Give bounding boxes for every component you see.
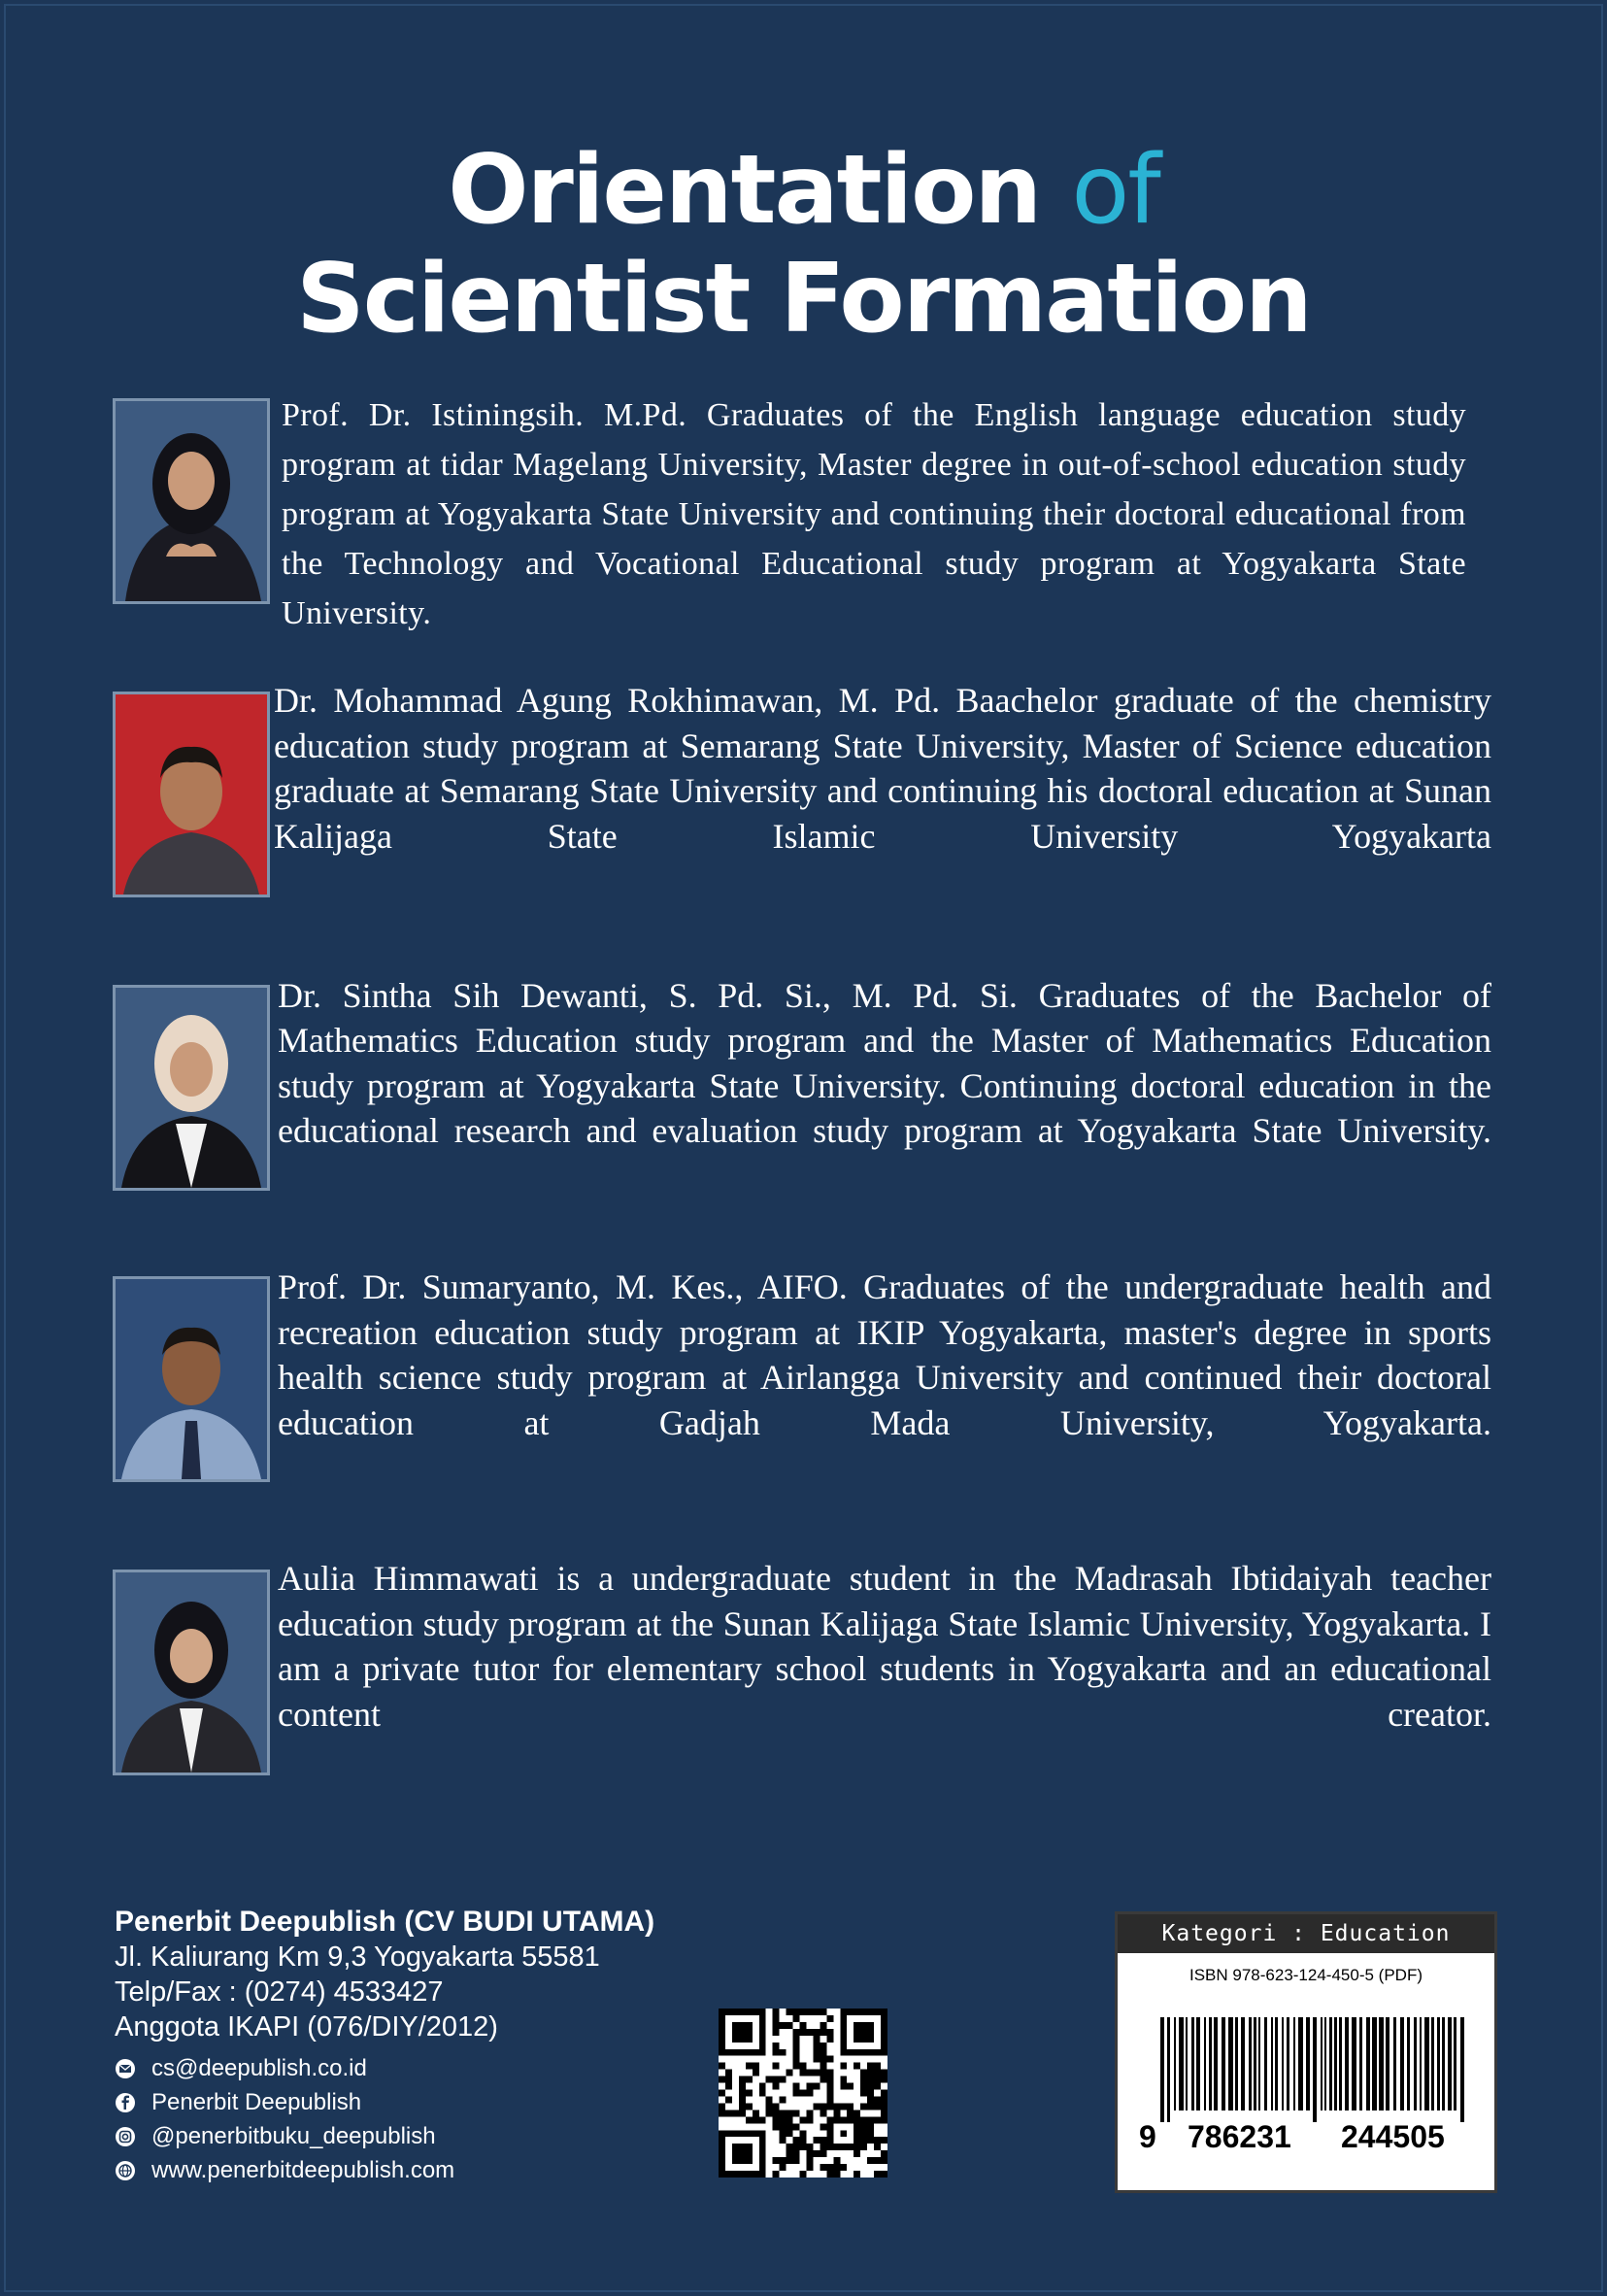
author-photo-1	[113, 398, 270, 604]
book-title	[0, 136, 1607, 354]
publisher-phone: Telp/Fax : (0274) 4533427	[115, 1976, 444, 2008]
author-bio-2: Dr. Mohammad Agung Rokhimawan, M. Pd. Baachelor graduate of the chemistry education study program at Semarang State University, Master of Science education graduate at Semarang State University and continuing his doctoral education at Sunan Kalijaga State Islamic University Yogyakarta	[274, 681, 1491, 856]
mail-icon	[115, 2058, 136, 2079]
author-photo-2	[113, 692, 270, 897]
barcode-icon	[1135, 2017, 1477, 2122]
publisher-contacts	[115, 2052, 654, 2186]
instagram-icon	[115, 2126, 136, 2147]
barcode-digit-first: 9	[1139, 2119, 1156, 2154]
barcode-digits-left: 786231	[1188, 2119, 1291, 2154]
publisher-name: Penerbit Deepublish (CV BUDI UTAMA)	[115, 1906, 655, 1938]
author-photo-4	[113, 1276, 270, 1482]
isbn-box	[1115, 1911, 1497, 2193]
publisher-info	[115, 1904, 654, 2186]
author-bio-3: Dr. Sintha Sih Dewanti, S. Pd. Si., M. Pd. Si. Graduates of the Bachelor of Mathematics Education study program and the Master of Mathematics Education study program at Yogyakarta State University. Continuing doctoral education in the educational research and evaluation study program at Yogyakarta State University.	[278, 976, 1491, 1150]
author-bio-5: Aulia Himmawati is a undergraduate student in the Madrasah Ibtidaiyah teacher education study program at the Sunan Kalijaga State Islamic University, Yogyakarta. I am a private tutor for elementary school students in Yogyakarta and an educational content creator.	[278, 1559, 1491, 1734]
globe-icon	[115, 2160, 136, 2181]
portrait-man-tie-icon	[116, 1279, 267, 1479]
qr-code-icon	[719, 2009, 887, 2178]
title-of-word: of	[1071, 135, 1159, 246]
title-line-1: Orientation of	[448, 135, 1159, 246]
title-line-2: Scientist Formation	[296, 244, 1311, 355]
portrait-woman-hijab-icon	[116, 988, 267, 1188]
portrait-man-icon	[116, 694, 267, 895]
author-photo-5	[113, 1570, 270, 1775]
contact-website: www.penerbitdeepublish.com	[115, 2154, 654, 2186]
contact-instagram: @penerbitbuku_deepublish	[115, 2120, 654, 2152]
qr-code	[719, 2009, 887, 2178]
author-photo-3	[113, 985, 270, 1191]
contact-email: cs@deepublish.co.id	[115, 2052, 654, 2084]
category-label: Kategori : Education	[1118, 1914, 1494, 1953]
contact-facebook: Penerbit Deepublish	[115, 2086, 654, 2118]
portrait-woman-hijab-icon	[116, 401, 267, 601]
facebook-icon	[115, 2092, 136, 2113]
portrait-woman-hijab-icon	[116, 1572, 267, 1773]
isbn-number: ISBN 978-623-124-450-5 (PDF)	[1189, 1966, 1423, 1984]
barcode-digits-right: 244505	[1341, 2119, 1445, 2154]
author-bio-1: Prof. Dr. Istiningsih. M.Pd. Graduates of the English language education study program at tidar Magelang University, Master degree in out-of-school education study program at Yogyakarta State University and continuing their doctoral educational from the Technology and Vocational Educational study program at Yogyakarta State University.	[282, 397, 1466, 631]
author-bio-4: Prof. Dr. Sumaryanto, M. Kes., AIFO. Graduates of the undergraduate health and recreation education study program at IKIP Yogyakarta, master's degree in sports health science study program at Airlangga University and continued their doctoral education at Gadjah Mada University, Yogyakarta.	[278, 1267, 1491, 1442]
publisher-address: Jl. Kaliurang Km 9,3 Yogyakarta 55581	[115, 1941, 600, 1973]
publisher-member: Anggota IKAPI (076/DIY/2012)	[115, 2011, 498, 2043]
